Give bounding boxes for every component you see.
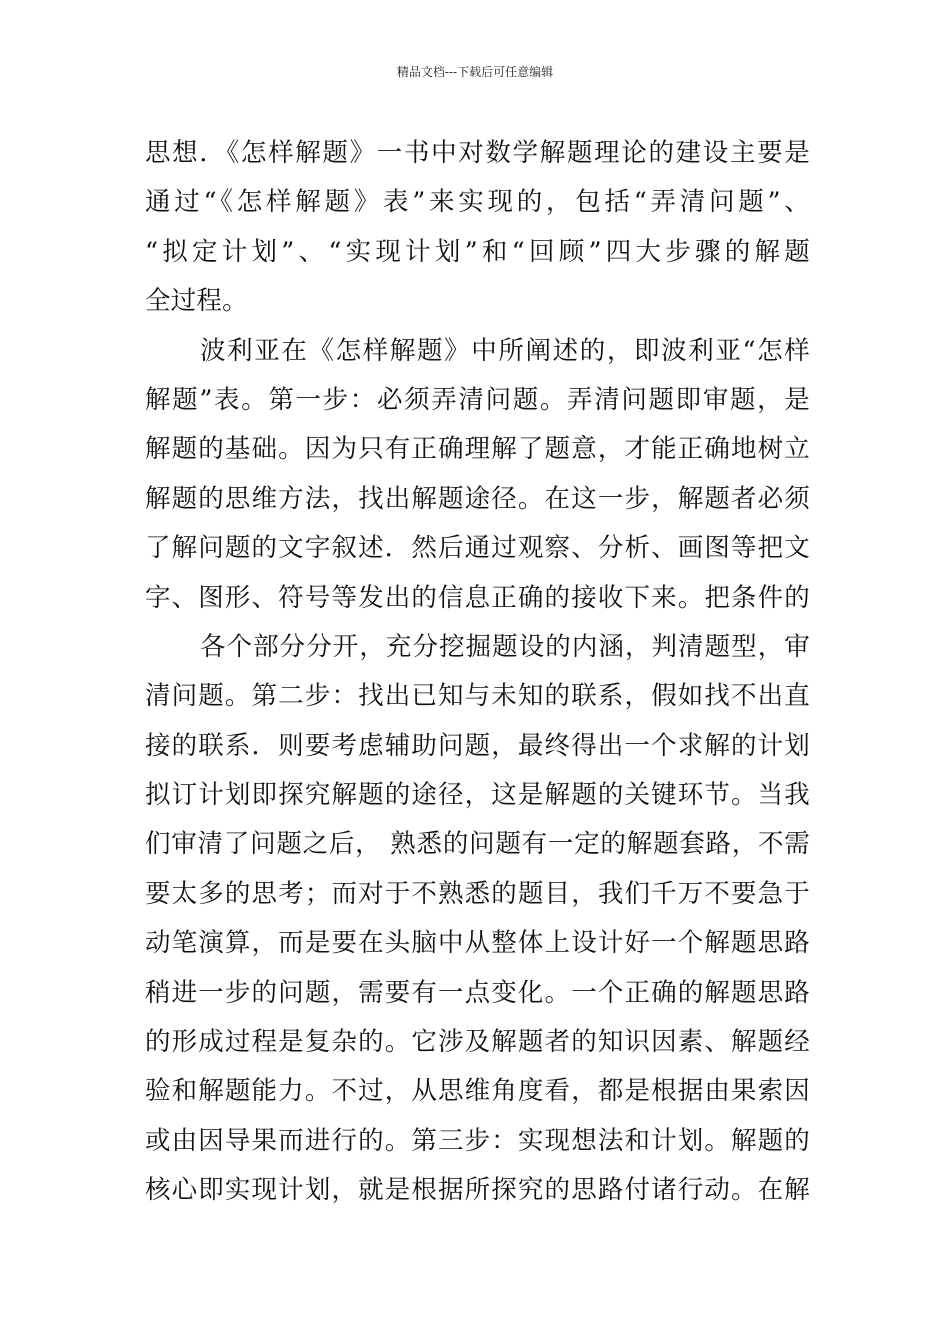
text-line: 稍进一步的问题，需要有一点变化。一个正确的解题思路 xyxy=(145,977,810,1008)
text-line: 解题的基础。因为只有正确理解了题意，才能正确地树立 xyxy=(145,434,810,465)
text-line: 全过程。 xyxy=(145,286,248,317)
text-line: 思想．《怎样解题》一书中对数学解题理论的建设主要是 xyxy=(145,138,810,168)
text-line: 动笔演算，而是要在头脑中从整体上设计好一个解题思路 xyxy=(145,928,810,959)
text-line: 要太多的思考；而对于不熟悉的题目，我们千万不要急于 xyxy=(145,878,810,909)
document-body xyxy=(145,129,810,1216)
text-line: 清问题。第二步：找出已知与未知的联系，假如找不出直 xyxy=(145,681,810,712)
text-line: 解题的思维方法，找出解题途径。在这一步，解题者必须 xyxy=(145,483,810,514)
text-line: 各个部分分开，充分挖掘题设的内涵，判清题型，审 xyxy=(200,631,810,662)
text-line: 核心即实现计划，就是根据所探究的思路付诸行动。在解 xyxy=(145,1175,810,1206)
text-line: 拟订计划即探究解题的途径，这是解题的关键环节。当我 xyxy=(145,780,810,811)
text-line: 或由因导果而进行的。第三步：实现想法和计划。解题的 xyxy=(145,1125,810,1156)
text-line: 解题”表。第一步：必须弄清问题。弄清问题即审题，是 xyxy=(145,384,810,415)
text-line: 接的联系．则要考虑辅助问题，最终得出一个求解的计划 xyxy=(145,730,810,761)
text-line: “拟定计划”、“实现计划”和“回顾”四大步骤的解题 xyxy=(145,236,810,267)
text-line: 字、图形、符号等发出的信息正确的接收下来。把条件的 xyxy=(145,582,810,613)
page-header: 精品文档---下载后可任意编辑 xyxy=(396,65,554,79)
text-line: 验和解题能力。不过，从思维角度看，都是根据由果索因 xyxy=(145,1076,810,1107)
text-line: 通过“《怎样解题》表”来实现的，包括“弄清问题”、 xyxy=(145,187,810,218)
text-line: 的形成过程是复杂的。它涉及解题者的知识因素、解题经 xyxy=(145,1027,810,1058)
text-line: 们审清了问题之后， 熟悉的问题有一定的解题套路，不需 xyxy=(145,829,810,860)
text-line: 了解问题的文字叙述．然后通过观察、分析、画图等把文 xyxy=(145,533,810,564)
text-line: 波利亚在《怎样解题》中所阐述的，即波利亚“怎样 xyxy=(200,335,810,366)
